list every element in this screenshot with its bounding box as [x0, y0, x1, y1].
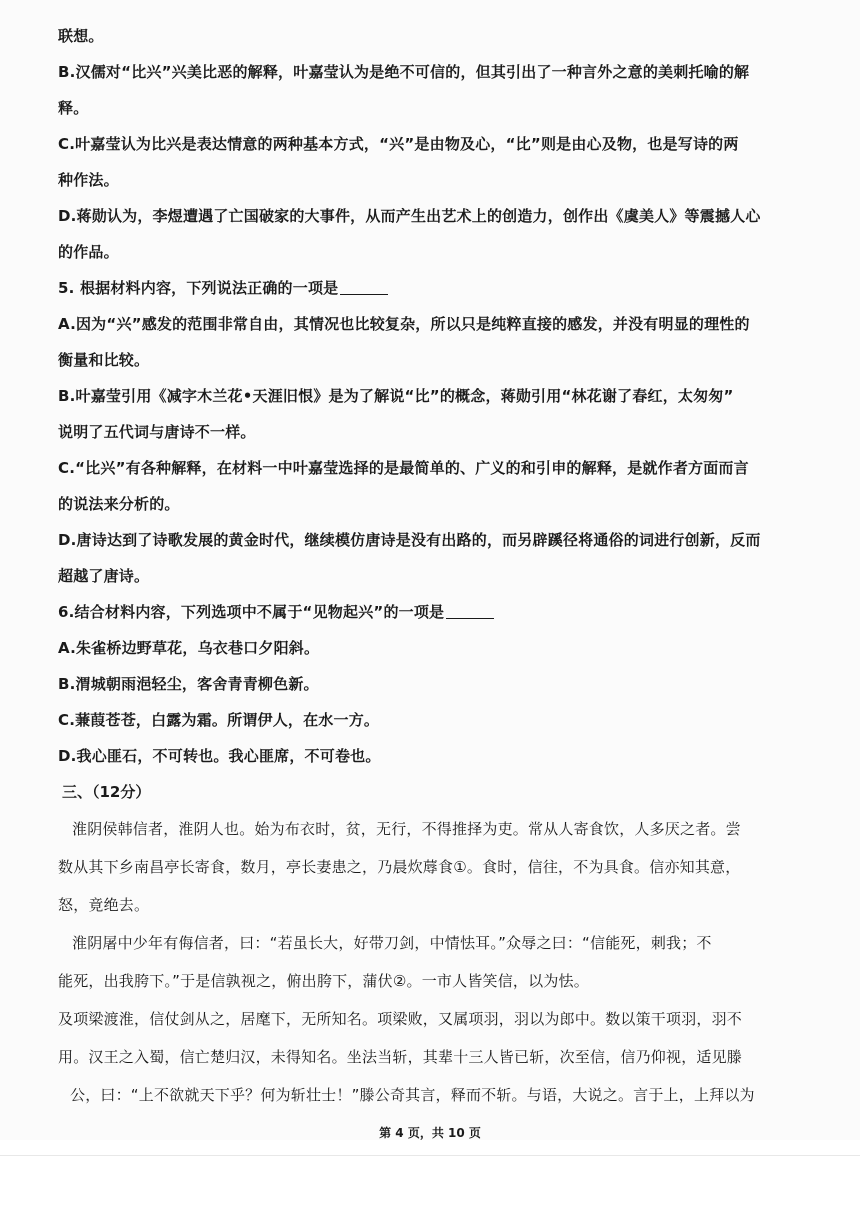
- passage-line: 淮阴侯韩信者，淮阴人也。始为布衣时，贫，无行，不得推择为吏。常从人寄食饮，人多厌之者。尝: [72, 820, 741, 838]
- answer-blank: [340, 280, 388, 295]
- option-line: D.唐诗达到了诗歌发展的黄金时代，继续模仿唐诗是没有出路的，而另辟蹊径将通俗的词进行创新，反而: [58, 531, 761, 549]
- passage-line: 数从其下乡南昌亭长寄食，数月，亭长妻患之，乃晨炊蓐食①。食时，信往，不为具食。信亦知其意，: [58, 858, 741, 876]
- page-content: [58, 18, 810, 1114]
- question-6-stem: 6.结合材料内容，下列选项中不属于“见物起兴”的一项是: [58, 603, 445, 621]
- question-6: [58, 594, 810, 774]
- text-line: D.蒋勋认为，李煜遭遇了亡国破家的大事件，从而产生出艺术上的创造力，创作出《虞美人》等震撼人心: [58, 207, 761, 225]
- passage-line: 淮阴屠中少年有侮信者，曰：“若虽长大，好带刀剑，中情怯耳。”众辱之曰：“信能死，刺我；不: [72, 934, 712, 952]
- text-line: 联想。: [58, 27, 104, 45]
- section-3: [58, 774, 810, 1114]
- option-line: B.渭城朝雨浥轻尘，客舍青青柳色新。: [58, 675, 319, 693]
- passage-line: 公，曰：“上不欲就天下乎？何为斩壮士！”滕公奇其言，释而不斩。与语，大说之。言于上，上拜以为: [70, 1086, 755, 1104]
- q4-options-continued: [58, 18, 810, 270]
- option-line: B.叶嘉莹引用《减字木兰花•天涯旧恨》是为了解说“比”的概念，蒋勋引用“林花谢了春红，太匆匆”: [58, 387, 734, 405]
- question-5-stem: 5. 根据材料内容，下列说法正确的一项是: [58, 279, 339, 297]
- passage-line: 及项梁渡淮，信仗剑从之，居麾下，无所知名。项梁败，又属项羽，羽以为郎中。数以策干项羽，羽不: [58, 1010, 743, 1028]
- option-line: 超越了唐诗。: [58, 567, 150, 585]
- option-line: 说明了五代词与唐诗不一样。: [58, 423, 256, 441]
- option-line: 衡量和比较。: [58, 351, 150, 369]
- classical-passage: [58, 810, 810, 1114]
- text-line: 种作法。: [58, 171, 119, 189]
- passage-line: 能死，出我胯下。”于是信孰视之，俯出胯下，蒲伏②。一市人皆笑信，以为怯。: [58, 972, 589, 990]
- passage-line: 用。汉王之入蜀，信亡楚归汉，未得知名。坐法当斩，其辈十三人皆已斩，次至信，信乃仰视，适见滕: [58, 1048, 743, 1066]
- option-line: 的说法来分析的。: [58, 495, 180, 513]
- text-line: B.汉儒对“比兴”兴美比恶的解释，叶嘉莹认为是绝不可信的，但其引出了一种言外之意的美刺托喻的解: [58, 63, 750, 81]
- section-title: 三、（12分）: [62, 783, 151, 801]
- question-stem: [58, 594, 810, 630]
- option-line: C.“比兴”有各种解释，在材料一中叶嘉莹选择的是最简单的、广义的和引申的解释，是就作者方面而言: [58, 459, 749, 477]
- question-stem: [58, 270, 810, 306]
- text-line: 释。: [58, 99, 89, 117]
- passage-line: 怒，竟绝去。: [58, 896, 150, 914]
- option-line: A.朱雀桥边野草花，乌衣巷口夕阳斜。: [58, 639, 320, 657]
- page-number: 第 4 页，共 10 页: [379, 1126, 481, 1140]
- answer-blank: [446, 604, 494, 619]
- option-line: C.蒹葭苍苍，白露为霜。所谓伊人，在水一方。: [58, 711, 380, 729]
- option-line: A.因为“兴”感发的范围非常自由，其情况也比较复杂，所以只是纯粹直接的感发，并没有明显的理性的: [58, 315, 750, 333]
- text-line: C.叶嘉莹认为比兴是表达情意的两种基本方式，“兴”是由物及心，“比”则是由心及物，也是写诗的两: [58, 135, 739, 153]
- viewer-background: [0, 1155, 860, 1217]
- text-line: 的作品。: [58, 243, 119, 261]
- question-5: [58, 270, 810, 594]
- option-line: D.我心匪石，不可转也。我心匪席，不可卷也。: [58, 747, 381, 765]
